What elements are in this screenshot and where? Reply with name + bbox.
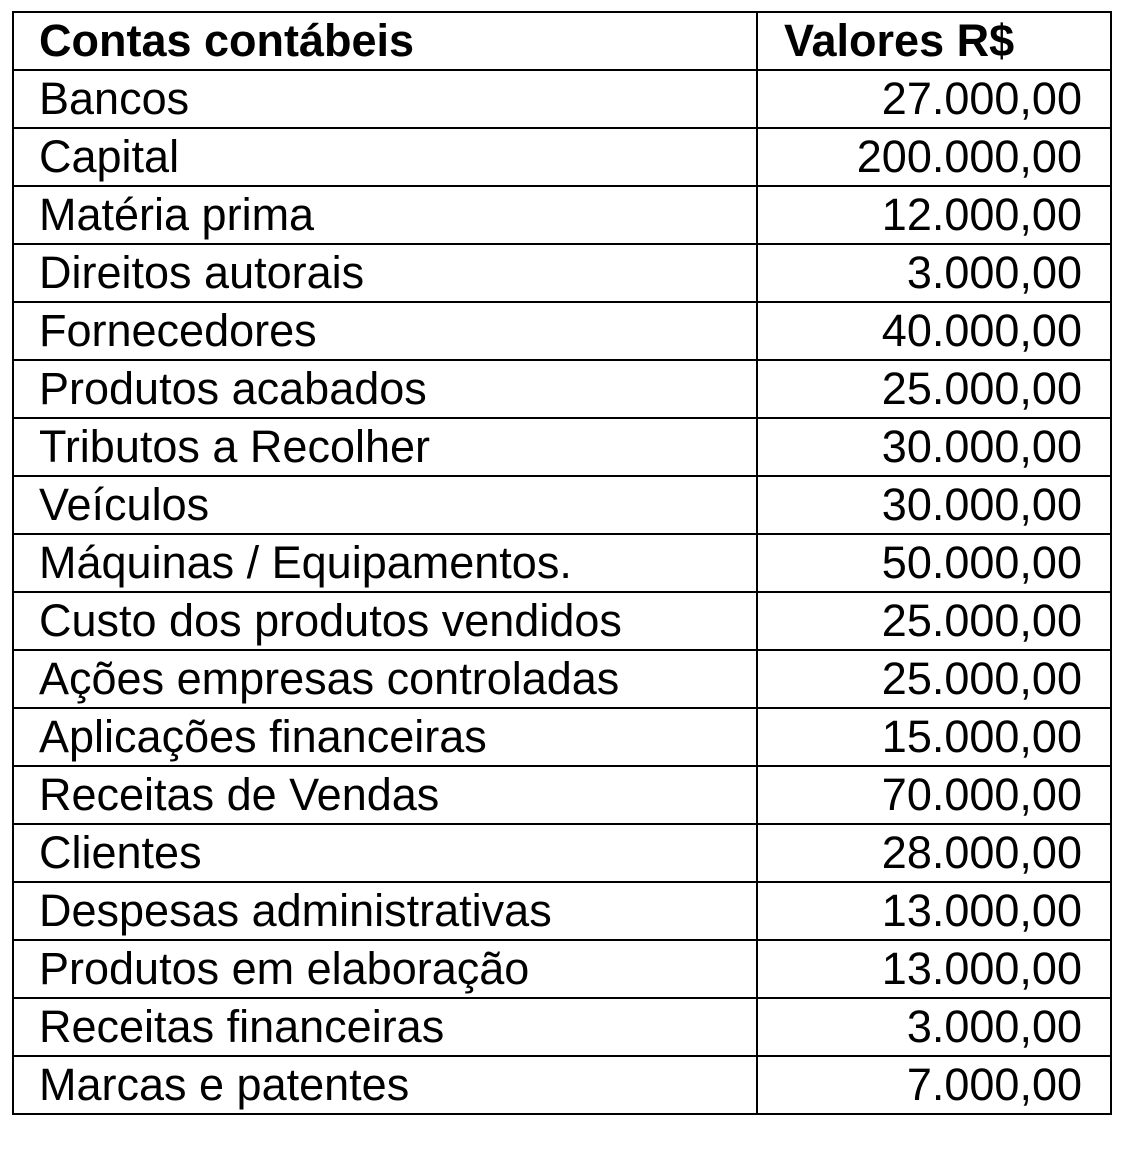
account-value-cell: 3.000,00	[757, 998, 1111, 1056]
account-name-cell: Custo dos produtos vendidos	[13, 592, 757, 650]
table-row	[13, 592, 1111, 650]
account-value-cell: 3.000,00	[757, 244, 1111, 302]
account-name-cell: Receitas de Vendas	[13, 766, 757, 824]
account-value-cell: 25.000,00	[757, 592, 1111, 650]
account-value-cell: 40.000,00	[757, 302, 1111, 360]
table-row	[13, 766, 1111, 824]
table-row	[13, 824, 1111, 882]
table-body	[13, 70, 1111, 1114]
table-row	[13, 882, 1111, 940]
table-row	[13, 302, 1111, 360]
account-name-cell: Ações empresas controladas	[13, 650, 757, 708]
table-row	[13, 128, 1111, 186]
account-value-cell: 50.000,00	[757, 534, 1111, 592]
account-value-cell: 13.000,00	[757, 882, 1111, 940]
table-row	[13, 244, 1111, 302]
account-name-cell: Despesas administrativas	[13, 882, 757, 940]
account-value-cell: 70.000,00	[757, 766, 1111, 824]
account-name-cell: Máquinas / Equipamentos.	[13, 534, 757, 592]
account-value-cell: 12.000,00	[757, 186, 1111, 244]
table-row	[13, 360, 1111, 418]
account-name-cell: Produtos em elaboração	[13, 940, 757, 998]
account-value-cell: 30.000,00	[757, 418, 1111, 476]
account-name-cell: Tributos a Recolher	[13, 418, 757, 476]
account-name-cell: Direitos autorais	[13, 244, 757, 302]
account-name-cell: Clientes	[13, 824, 757, 882]
account-value-cell: 25.000,00	[757, 360, 1111, 418]
account-value-cell: 28.000,00	[757, 824, 1111, 882]
account-name-cell: Marcas e patentes	[13, 1056, 757, 1114]
account-value-cell: 25.000,00	[757, 650, 1111, 708]
account-value-cell: 15.000,00	[757, 708, 1111, 766]
account-name-cell: Matéria prima	[13, 186, 757, 244]
account-name-cell: Bancos	[13, 70, 757, 128]
table-row	[13, 650, 1111, 708]
account-value-cell: 200.000,00	[757, 128, 1111, 186]
table-row	[13, 1056, 1111, 1114]
account-name-cell: Veículos	[13, 476, 757, 534]
account-name-cell: Receitas financeiras	[13, 998, 757, 1056]
header-value: Valores R$	[757, 12, 1111, 70]
account-name-cell: Capital	[13, 128, 757, 186]
header-row	[13, 12, 1111, 70]
table-row	[13, 476, 1111, 534]
table-row	[13, 708, 1111, 766]
table-row	[13, 186, 1111, 244]
table-row	[13, 940, 1111, 998]
account-name-cell: Aplicações financeiras	[13, 708, 757, 766]
account-name-cell: Fornecedores	[13, 302, 757, 360]
table-row	[13, 418, 1111, 476]
header-account: Contas contábeis	[13, 12, 757, 70]
account-name-cell: Produtos acabados	[13, 360, 757, 418]
account-value-cell: 7.000,00	[757, 1056, 1111, 1114]
account-value-cell: 30.000,00	[757, 476, 1111, 534]
account-value-cell: 27.000,00	[757, 70, 1111, 128]
accounts-table	[12, 11, 1112, 1115]
account-value-cell: 13.000,00	[757, 940, 1111, 998]
table-row	[13, 998, 1111, 1056]
table-row	[13, 70, 1111, 128]
table-row	[13, 534, 1111, 592]
